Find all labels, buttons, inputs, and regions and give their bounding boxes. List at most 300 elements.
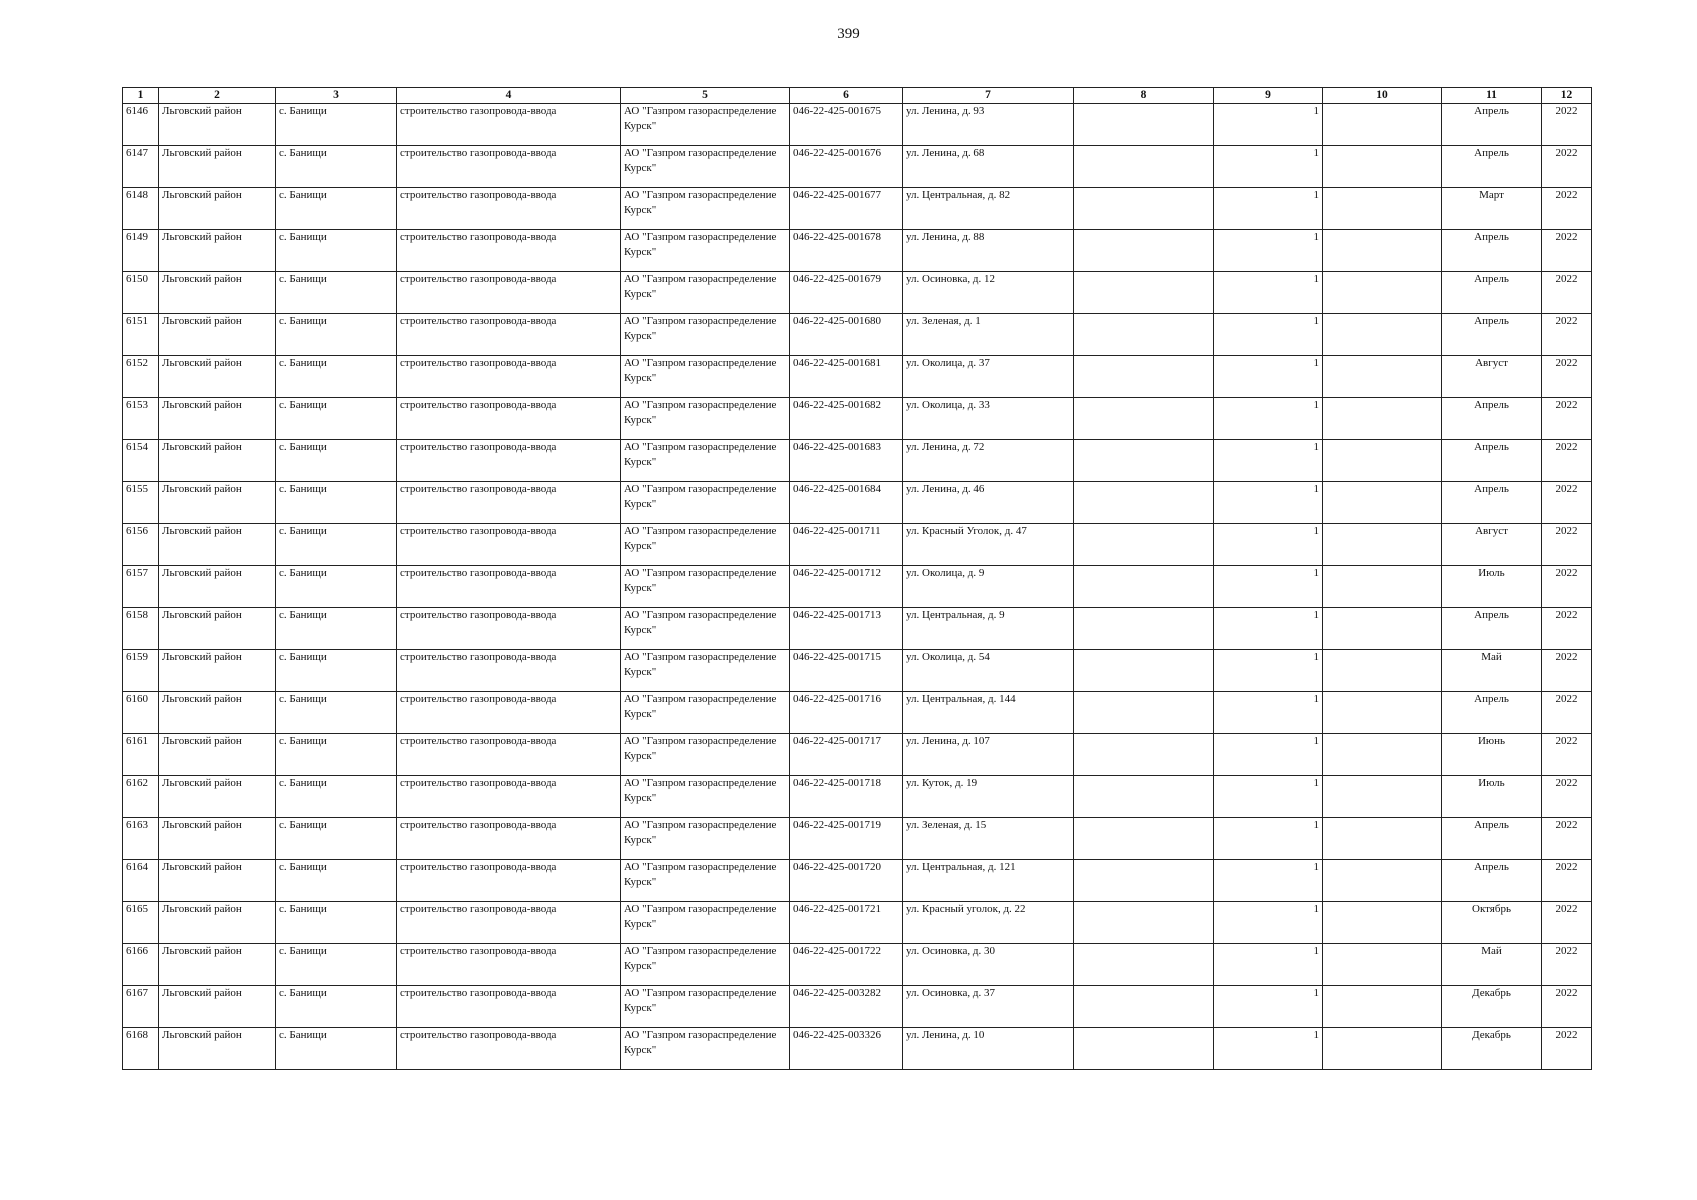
row-number-cell: 6161 (123, 734, 159, 776)
column-10-cell (1323, 188, 1442, 230)
quantity-cell: 1 (1214, 566, 1323, 608)
column-8-cell (1074, 314, 1214, 356)
column-8-cell (1074, 608, 1214, 650)
column-8-cell (1074, 650, 1214, 692)
table-row (123, 272, 1592, 314)
organization-cell: АО "Газпром газораспределение Курск" (621, 566, 790, 608)
district-cell: Льговский район (159, 146, 276, 188)
organization-cell: АО "Газпром газораспределение Курск" (621, 650, 790, 692)
work-type-cell: строительство газопровода-ввода (397, 944, 621, 986)
column-10-cell (1323, 482, 1442, 524)
row-number-cell: 6150 (123, 272, 159, 314)
column-header-9: 9 (1214, 88, 1323, 104)
address-cell: ул. Осиновка, д. 30 (903, 944, 1074, 986)
quantity-cell: 1 (1214, 944, 1323, 986)
village-cell: с. Банищи (276, 1028, 397, 1070)
work-type-cell: строительство газопровода-ввода (397, 482, 621, 524)
work-type-cell: строительство газопровода-ввода (397, 776, 621, 818)
object-code-cell: 046-22-425-001678 (790, 230, 903, 272)
quantity-cell: 1 (1214, 272, 1323, 314)
quantity-cell: 1 (1214, 146, 1323, 188)
table-row (123, 146, 1592, 188)
page-number: 399 (837, 26, 860, 42)
work-type-cell: строительство газопровода-ввода (397, 356, 621, 398)
village-cell: с. Банищи (276, 608, 397, 650)
village-cell: с. Банищи (276, 524, 397, 566)
month-cell: Август (1442, 524, 1542, 566)
column-header-7: 7 (903, 88, 1074, 104)
village-cell: с. Банищи (276, 146, 397, 188)
row-number-cell: 6148 (123, 188, 159, 230)
organization-cell: АО "Газпром газораспределение Курск" (621, 314, 790, 356)
row-number-cell: 6163 (123, 818, 159, 860)
year-cell: 2022 (1542, 398, 1592, 440)
table-row (123, 650, 1592, 692)
organization-cell: АО "Газпром газораспределение Курск" (621, 734, 790, 776)
village-cell: с. Банищи (276, 776, 397, 818)
work-type-cell: строительство газопровода-ввода (397, 734, 621, 776)
work-type-cell: строительство газопровода-ввода (397, 314, 621, 356)
column-8-cell (1074, 734, 1214, 776)
address-cell: ул. Ленина, д. 88 (903, 230, 1074, 272)
column-8-cell (1074, 692, 1214, 734)
year-cell: 2022 (1542, 272, 1592, 314)
quantity-cell: 1 (1214, 230, 1323, 272)
district-cell: Льговский район (159, 440, 276, 482)
village-cell: с. Банищи (276, 986, 397, 1028)
village-cell: с. Банищи (276, 482, 397, 524)
row-number-cell: 6158 (123, 608, 159, 650)
work-type-cell: строительство газопровода-ввода (397, 650, 621, 692)
table-row (123, 230, 1592, 272)
month-cell: Октябрь (1442, 902, 1542, 944)
column-8-cell (1074, 860, 1214, 902)
column-8-cell (1074, 356, 1214, 398)
object-code-cell: 046-22-425-001711 (790, 524, 903, 566)
row-number-cell: 6156 (123, 524, 159, 566)
district-cell: Льговский район (159, 650, 276, 692)
row-number-cell: 6168 (123, 1028, 159, 1070)
year-cell: 2022 (1542, 734, 1592, 776)
district-cell: Льговский район (159, 188, 276, 230)
year-cell: 2022 (1542, 356, 1592, 398)
district-cell: Льговский район (159, 398, 276, 440)
village-cell: с. Банищи (276, 440, 397, 482)
object-code-cell: 046-22-425-003282 (790, 986, 903, 1028)
year-cell: 2022 (1542, 902, 1592, 944)
row-number-cell: 6157 (123, 566, 159, 608)
month-cell: Апрель (1442, 818, 1542, 860)
organization-cell: АО "Газпром газораспределение Курск" (621, 440, 790, 482)
column-10-cell (1323, 692, 1442, 734)
table-row (123, 902, 1592, 944)
column-10-cell (1323, 650, 1442, 692)
column-8-cell (1074, 104, 1214, 146)
column-10-cell (1323, 356, 1442, 398)
year-cell: 2022 (1542, 440, 1592, 482)
work-type-cell: строительство газопровода-ввода (397, 104, 621, 146)
column-10-cell (1323, 860, 1442, 902)
object-code-cell: 046-22-425-001683 (790, 440, 903, 482)
village-cell: с. Банищи (276, 272, 397, 314)
address-cell: ул. Осиновка, д. 37 (903, 986, 1074, 1028)
column-10-cell (1323, 1028, 1442, 1070)
column-10-cell (1323, 230, 1442, 272)
quantity-cell: 1 (1214, 1028, 1323, 1070)
object-code-cell: 046-22-425-001718 (790, 776, 903, 818)
address-cell: ул. Куток, д. 19 (903, 776, 1074, 818)
table-row (123, 440, 1592, 482)
work-type-cell: строительство газопровода-ввода (397, 860, 621, 902)
row-number-cell: 6162 (123, 776, 159, 818)
village-cell: с. Банищи (276, 314, 397, 356)
quantity-cell: 1 (1214, 608, 1323, 650)
village-cell: с. Банищи (276, 692, 397, 734)
column-8-cell (1074, 1028, 1214, 1070)
column-10-cell (1323, 818, 1442, 860)
column-10-cell (1323, 398, 1442, 440)
table-row (123, 818, 1592, 860)
year-cell: 2022 (1542, 314, 1592, 356)
work-type-cell: строительство газопровода-ввода (397, 146, 621, 188)
column-8-cell (1074, 188, 1214, 230)
column-8-cell (1074, 818, 1214, 860)
village-cell: с. Банищи (276, 398, 397, 440)
district-cell: Льговский район (159, 776, 276, 818)
column-header-10: 10 (1323, 88, 1442, 104)
table-body (123, 104, 1592, 1070)
year-cell: 2022 (1542, 1028, 1592, 1070)
object-code-cell: 046-22-425-001721 (790, 902, 903, 944)
column-10-cell (1323, 146, 1442, 188)
column-8-cell (1074, 230, 1214, 272)
organization-cell: АО "Газпром газораспределение Курск" (621, 1028, 790, 1070)
table-row (123, 104, 1592, 146)
address-cell: ул. Зеленая, д. 15 (903, 818, 1074, 860)
village-cell: с. Банищи (276, 356, 397, 398)
village-cell: с. Банищи (276, 566, 397, 608)
column-10-cell (1323, 902, 1442, 944)
organization-cell: АО "Газпром газораспределение Курск" (621, 902, 790, 944)
column-8-cell (1074, 944, 1214, 986)
month-cell: Апрель (1442, 146, 1542, 188)
village-cell: с. Банищи (276, 734, 397, 776)
district-cell: Льговский район (159, 1028, 276, 1070)
column-header-5: 5 (621, 88, 790, 104)
object-code-cell: 046-22-425-001676 (790, 146, 903, 188)
district-cell: Льговский район (159, 902, 276, 944)
work-type-cell: строительство газопровода-ввода (397, 692, 621, 734)
village-cell: с. Банищи (276, 650, 397, 692)
month-cell: Апрель (1442, 272, 1542, 314)
village-cell: с. Банищи (276, 860, 397, 902)
column-10-cell (1323, 776, 1442, 818)
column-10-cell (1323, 272, 1442, 314)
row-number-cell: 6165 (123, 902, 159, 944)
address-cell: ул. Центральная, д. 9 (903, 608, 1074, 650)
year-cell: 2022 (1542, 860, 1592, 902)
village-cell: с. Банищи (276, 944, 397, 986)
row-number-cell: 6167 (123, 986, 159, 1028)
organization-cell: АО "Газпром газораспределение Курск" (621, 188, 790, 230)
column-8-cell (1074, 440, 1214, 482)
year-cell: 2022 (1542, 146, 1592, 188)
table-row (123, 524, 1592, 566)
district-cell: Льговский район (159, 524, 276, 566)
year-cell: 2022 (1542, 650, 1592, 692)
month-cell: Декабрь (1442, 1028, 1542, 1070)
year-cell: 2022 (1542, 482, 1592, 524)
column-10-cell (1323, 986, 1442, 1028)
address-cell: ул. Околица, д. 33 (903, 398, 1074, 440)
district-cell: Льговский район (159, 608, 276, 650)
quantity-cell: 1 (1214, 104, 1323, 146)
column-header-4: 4 (397, 88, 621, 104)
object-code-cell: 046-22-425-001681 (790, 356, 903, 398)
district-cell: Льговский район (159, 734, 276, 776)
column-10-cell (1323, 524, 1442, 566)
table-row (123, 188, 1592, 230)
month-cell: Апрель (1442, 398, 1542, 440)
work-type-cell: строительство газопровода-ввода (397, 608, 621, 650)
district-cell: Льговский район (159, 860, 276, 902)
column-10-cell (1323, 944, 1442, 986)
organization-cell: АО "Газпром газораспределение Курск" (621, 146, 790, 188)
object-code-cell: 046-22-425-001682 (790, 398, 903, 440)
work-type-cell: строительство газопровода-ввода (397, 230, 621, 272)
work-type-cell: строительство газопровода-ввода (397, 272, 621, 314)
column-8-cell (1074, 524, 1214, 566)
object-code-cell: 046-22-425-001717 (790, 734, 903, 776)
address-cell: ул. Околица, д. 37 (903, 356, 1074, 398)
village-cell: с. Банищи (276, 230, 397, 272)
row-number-cell: 6151 (123, 314, 159, 356)
organization-cell: АО "Газпром газораспределение Курск" (621, 398, 790, 440)
column-header-6: 6 (790, 88, 903, 104)
address-cell: ул. Ленина, д. 68 (903, 146, 1074, 188)
year-cell: 2022 (1542, 104, 1592, 146)
month-cell: Апрель (1442, 608, 1542, 650)
organization-cell: АО "Газпром газораспределение Курск" (621, 524, 790, 566)
row-number-cell: 6149 (123, 230, 159, 272)
row-number-cell: 6146 (123, 104, 159, 146)
address-cell: ул. Ленина, д. 72 (903, 440, 1074, 482)
address-cell: ул. Зеленая, д. 1 (903, 314, 1074, 356)
table-row (123, 314, 1592, 356)
header-row (123, 88, 1592, 104)
month-cell: Апрель (1442, 104, 1542, 146)
district-cell: Льговский район (159, 356, 276, 398)
year-cell: 2022 (1542, 944, 1592, 986)
table-row (123, 986, 1592, 1028)
organization-cell: АО "Газпром газораспределение Курск" (621, 608, 790, 650)
column-header-2: 2 (159, 88, 276, 104)
organization-cell: АО "Газпром газораспределение Курск" (621, 692, 790, 734)
month-cell: Август (1442, 356, 1542, 398)
month-cell: Май (1442, 650, 1542, 692)
column-header-11: 11 (1442, 88, 1542, 104)
table-row (123, 1028, 1592, 1070)
table-row (123, 608, 1592, 650)
column-10-cell (1323, 608, 1442, 650)
organization-cell: АО "Газпром газораспределение Курск" (621, 986, 790, 1028)
quantity-cell: 1 (1214, 524, 1323, 566)
quantity-cell: 1 (1214, 398, 1323, 440)
column-10-cell (1323, 734, 1442, 776)
address-cell: ул. Ленина, д. 10 (903, 1028, 1074, 1070)
object-code-cell: 046-22-425-001715 (790, 650, 903, 692)
month-cell: Декабрь (1442, 986, 1542, 1028)
column-10-cell (1323, 314, 1442, 356)
object-code-cell: 046-22-425-001713 (790, 608, 903, 650)
village-cell: с. Банищи (276, 188, 397, 230)
quantity-cell: 1 (1214, 818, 1323, 860)
address-cell: ул. Околица, д. 9 (903, 566, 1074, 608)
column-8-cell (1074, 398, 1214, 440)
address-cell: ул. Центральная, д. 82 (903, 188, 1074, 230)
address-cell: ул. Ленина, д. 107 (903, 734, 1074, 776)
row-number-cell: 6153 (123, 398, 159, 440)
year-cell: 2022 (1542, 986, 1592, 1028)
month-cell: Апрель (1442, 860, 1542, 902)
table-row (123, 776, 1592, 818)
organization-cell: АО "Газпром газораспределение Курск" (621, 104, 790, 146)
organization-cell: АО "Газпром газораспределение Курск" (621, 272, 790, 314)
village-cell: с. Банищи (276, 104, 397, 146)
column-8-cell (1074, 146, 1214, 188)
object-code-cell: 046-22-425-001722 (790, 944, 903, 986)
column-10-cell (1323, 104, 1442, 146)
table-row (123, 860, 1592, 902)
month-cell: Апрель (1442, 314, 1542, 356)
object-code-cell: 046-22-425-001716 (790, 692, 903, 734)
month-cell: Апрель (1442, 440, 1542, 482)
quantity-cell: 1 (1214, 482, 1323, 524)
work-type-cell: строительство газопровода-ввода (397, 986, 621, 1028)
month-cell: Июль (1442, 566, 1542, 608)
row-number-cell: 6152 (123, 356, 159, 398)
month-cell: Апрель (1442, 230, 1542, 272)
address-cell: ул. Центральная, д. 144 (903, 692, 1074, 734)
quantity-cell: 1 (1214, 440, 1323, 482)
object-code-cell: 046-22-425-001680 (790, 314, 903, 356)
year-cell: 2022 (1542, 188, 1592, 230)
column-8-cell (1074, 986, 1214, 1028)
work-type-cell: строительство газопровода-ввода (397, 818, 621, 860)
address-cell: ул. Ленина, д. 46 (903, 482, 1074, 524)
month-cell: Июнь (1442, 734, 1542, 776)
row-number-cell: 6166 (123, 944, 159, 986)
column-10-cell (1323, 566, 1442, 608)
year-cell: 2022 (1542, 566, 1592, 608)
object-code-cell: 046-22-425-001712 (790, 566, 903, 608)
organization-cell: АО "Газпром газораспределение Курск" (621, 356, 790, 398)
address-cell: ул. Красный уголок, д. 22 (903, 902, 1074, 944)
table-header (123, 88, 1592, 104)
column-header-3: 3 (276, 88, 397, 104)
object-code-cell: 046-22-425-001675 (790, 104, 903, 146)
address-cell: ул. Осиновка, д. 12 (903, 272, 1074, 314)
table-row (123, 482, 1592, 524)
month-cell: Май (1442, 944, 1542, 986)
district-cell: Льговский район (159, 314, 276, 356)
work-type-cell: строительство газопровода-ввода (397, 188, 621, 230)
row-number-cell: 6154 (123, 440, 159, 482)
address-cell: ул. Ленина, д. 93 (903, 104, 1074, 146)
year-cell: 2022 (1542, 776, 1592, 818)
organization-cell: АО "Газпром газораспределение Курск" (621, 860, 790, 902)
district-cell: Льговский район (159, 482, 276, 524)
row-number-cell: 6147 (123, 146, 159, 188)
column-8-cell (1074, 482, 1214, 524)
organization-cell: АО "Газпром газораспределение Курск" (621, 818, 790, 860)
column-header-8: 8 (1074, 88, 1214, 104)
table-row (123, 692, 1592, 734)
district-cell: Льговский район (159, 986, 276, 1028)
quantity-cell: 1 (1214, 776, 1323, 818)
organization-cell: АО "Газпром газораспределение Курск" (621, 776, 790, 818)
organization-cell: АО "Газпром газораспределение Курск" (621, 482, 790, 524)
organization-cell: АО "Газпром газораспределение Курск" (621, 230, 790, 272)
village-cell: с. Банищи (276, 902, 397, 944)
year-cell: 2022 (1542, 692, 1592, 734)
register-table (122, 87, 1592, 1070)
month-cell: Март (1442, 188, 1542, 230)
district-cell: Льговский район (159, 944, 276, 986)
quantity-cell: 1 (1214, 356, 1323, 398)
quantity-cell: 1 (1214, 902, 1323, 944)
quantity-cell: 1 (1214, 860, 1323, 902)
quantity-cell: 1 (1214, 650, 1323, 692)
village-cell: с. Банищи (276, 818, 397, 860)
column-header-12: 12 (1542, 88, 1592, 104)
work-type-cell: строительство газопровода-ввода (397, 398, 621, 440)
month-cell: Апрель (1442, 692, 1542, 734)
year-cell: 2022 (1542, 524, 1592, 566)
column-10-cell (1323, 440, 1442, 482)
object-code-cell: 046-22-425-001679 (790, 272, 903, 314)
year-cell: 2022 (1542, 818, 1592, 860)
district-cell: Льговский район (159, 104, 276, 146)
district-cell: Льговский район (159, 230, 276, 272)
column-8-cell (1074, 272, 1214, 314)
row-number-cell: 6155 (123, 482, 159, 524)
month-cell: Апрель (1442, 482, 1542, 524)
object-code-cell: 046-22-425-003326 (790, 1028, 903, 1070)
month-cell: Июль (1442, 776, 1542, 818)
quantity-cell: 1 (1214, 188, 1323, 230)
column-8-cell (1074, 776, 1214, 818)
object-code-cell: 046-22-425-001720 (790, 860, 903, 902)
object-code-cell: 046-22-425-001684 (790, 482, 903, 524)
table-row (123, 566, 1592, 608)
work-type-cell: строительство газопровода-ввода (397, 566, 621, 608)
row-number-cell: 6159 (123, 650, 159, 692)
column-8-cell (1074, 902, 1214, 944)
table-row (123, 356, 1592, 398)
work-type-cell: строительство газопровода-ввода (397, 524, 621, 566)
district-cell: Льговский район (159, 566, 276, 608)
work-type-cell: строительство газопровода-ввода (397, 1028, 621, 1070)
district-cell: Льговский район (159, 818, 276, 860)
work-type-cell: строительство газопровода-ввода (397, 902, 621, 944)
quantity-cell: 1 (1214, 986, 1323, 1028)
address-cell: ул. Центральная, д. 121 (903, 860, 1074, 902)
quantity-cell: 1 (1214, 692, 1323, 734)
organization-cell: АО "Газпром газораспределение Курск" (621, 944, 790, 986)
table-row (123, 734, 1592, 776)
object-code-cell: 046-22-425-001677 (790, 188, 903, 230)
